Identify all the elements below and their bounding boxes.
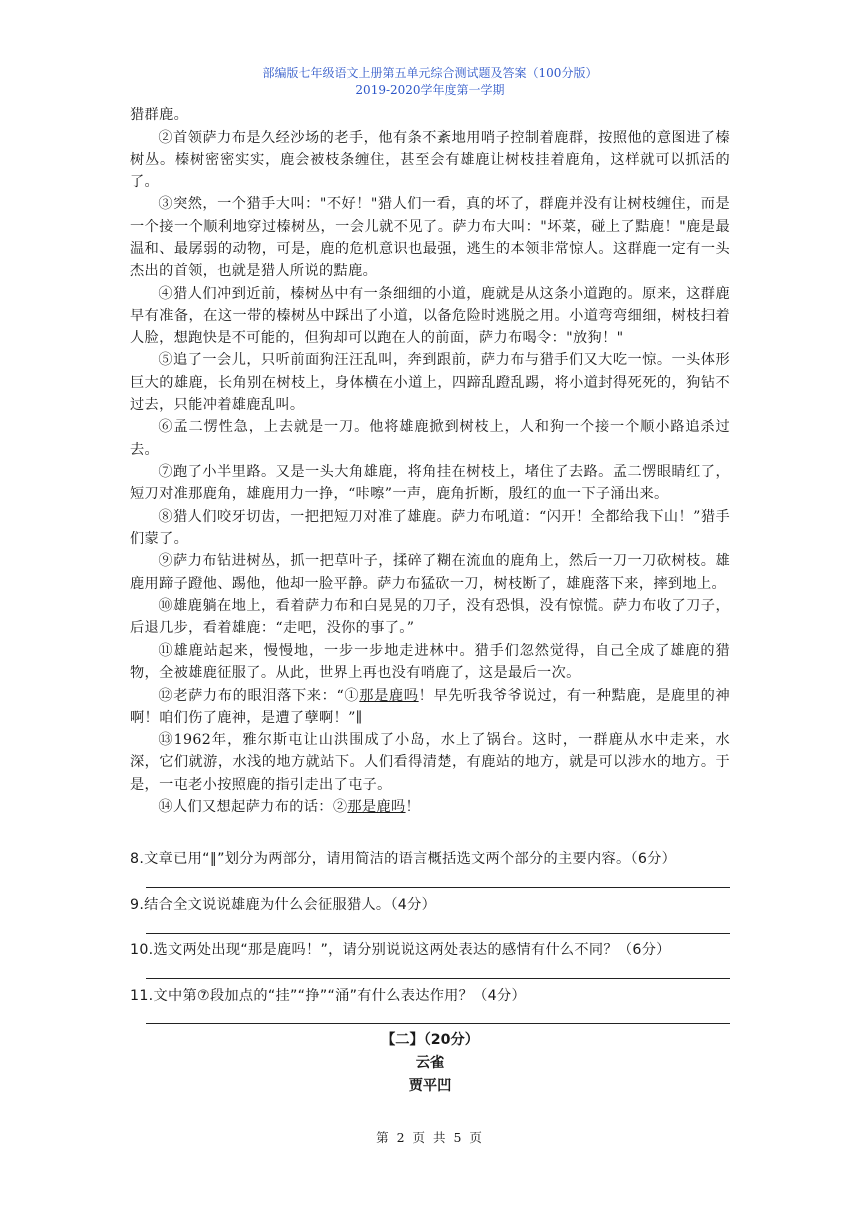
paragraph-5: ⑤追了一会儿，只听前面狗汪汪乱叫，奔到跟前，萨力布与猎手们又大吃一惊。一头体形巨大的雄鹿，长角别在树枝上，身体横在小道上，四蹄乱蹬乱踢，将小道封得死死的，狗钻不过去，只能冲着雄鹿乱叫。: [130, 352, 730, 413]
paragraph-12: [130, 685, 730, 729]
answer-line-10[interactable]: [146, 978, 730, 979]
paragraph-10: ⑩雄鹿躺在地上，看着萨力布和白晃晃的刀子，没有恐惧，没有惊慌。萨力布收了刀子，后退几步，看着雄鹿：“走吧，没你的事了。”: [130, 598, 730, 637]
section-title: 云雀: [415, 1055, 445, 1071]
underlined-phrase-1: 那是鹿吗: [359, 687, 419, 704]
section-heading: 【二】（20分）: [381, 1032, 479, 1048]
paragraph-4: ④猎人们冲到近前，榛树丛中有一条细细的小道，鹿就是从这条小道跑的。原来，这群鹿早有准备，在这一带的榛树丛中踩出了小道，以备危险时逃脱之用。小道弯弯细细，树枝扫着人脸，想跑快是不可能的，但狗却可以跑在人的前面，萨力布喝令："放狗！": [130, 285, 730, 346]
answer-line-8[interactable]: [146, 887, 730, 888]
paragraph-13: ⑬1962年，雅尔斯屯让山洪围成了小岛，水上了锅台。这时，一群鹿从水中走来，水深，它们就游，水浅的地方就站下。人们看得清楚，有鹿站的地方，就是可以涉水的地方。于是，一屯老小按照鹿的指引走出了屯子。: [130, 732, 730, 793]
article-body: [130, 104, 730, 819]
question-8: 8.文章已用“∥”划分为两部分，请用简洁的语言概括选文两个部分的主要内容。（6分）: [130, 851, 677, 867]
paragraph-12-end: ！早先听我爷爷说过，有一种黠鹿，是鹿里的神啊！咱们伤了鹿神，是遭了孽啊！”∥: [130, 687, 730, 726]
answer-line-9[interactable]: [146, 933, 730, 934]
paragraph-11: ⑪雄鹿站起来，慢慢地，一步一步地走进林中。猎手们忽然觉得，自己全成了雄鹿的猎物，全被雄鹿征服了。从此，世界上再也没有哨鹿了，这是最后一次。: [130, 642, 730, 682]
paragraph-7: ⑦跑了小半里路。又是一头大角雄鹿，将角挂在树枝上，堵住了去路。孟二愣眼睛红了，短刀对准那鹿角，雄鹿用力一挣，“咔嚓”一声，鹿角折断，殷红的血一下子涌出来。: [130, 464, 730, 503]
section-author: 贾平凹: [408, 1078, 452, 1094]
paragraph-8: ⑧猎人们咬牙切齿，一把把短刀对准了雄鹿。萨力布吼道：“闪开！全都给我下山！”猎手们蒙了。: [130, 508, 730, 547]
paragraph-14: [130, 796, 730, 818]
paragraph-6: ⑥孟二愣性急，上去就是一刀。他将雄鹿掀到树枝上，人和狗一个接一个顺小路追杀过去。: [130, 419, 730, 458]
question-10: 10.选文两处出现“那是鹿吗！”，请分别说说这两处表达的感情有什么不同？（6分）: [130, 942, 671, 958]
page-number: 第 2 页 共 5 页: [376, 1130, 484, 1145]
question-9: 9.结合全文说说雄鹿为什么会征服猎人。（4分）: [130, 897, 437, 913]
paragraph-14-start: ⑭人们又想起萨力布的话：②: [158, 799, 348, 816]
header-subtitle: 2019-2020学年度第一学期: [355, 83, 505, 97]
paragraph-2: ②首领萨力布是久经沙场的老手，他有条不紊地用哨子控制着鹿群，按照他的意图进了榛树丛。榛树密密实实，鹿会被枝条缠住，甚至会有雄鹿让树枝挂着鹿角，这样就可以抓活的了。: [130, 129, 730, 190]
paragraph-12-start: ⑫老萨力布的眼泪落下来：“①: [158, 687, 360, 704]
paragraph-3: ③突然，一个猎手大叫："不好！"猎人们一看，真的坏了，群鹿并没有让树枝缠住，而是一个接一个顺利地穿过榛树丛，一会儿就不见了。萨力布大叫："坏菜，碰上了黠鹿！"鹿是最温和、最孱弱的动物，可是，鹿的危机意识也最强，逃生的本领非常惊人。这群鹿一定有一头杰出的首领，也就是猎人所说的黠鹿。: [130, 196, 730, 280]
question-11: 11.文中第⑦段加点的“挂”“挣”“涌”有什么表达作用？（4分）: [130, 988, 526, 1004]
paragraph-14-end: ！: [405, 799, 421, 816]
answer-line-11[interactable]: [146, 1023, 730, 1024]
paragraph-continued: 猎群鹿。: [130, 107, 189, 123]
underlined-phrase-2: 那是鹿吗: [347, 799, 406, 816]
header-title: 部编版七年级语文上册第五单元综合测试题及答案（100分版）: [262, 66, 598, 80]
paragraph-9: ⑨萨力布钻进树丛，抓一把草叶子，揉碎了糊在流血的鹿角上，然后一刀一刀砍树枝。雄鹿用蹄子蹬他、踢他，他却一脸平静。萨力布猛砍一刀，树枝断了，雄鹿落下来，摔到地上。: [130, 553, 730, 592]
